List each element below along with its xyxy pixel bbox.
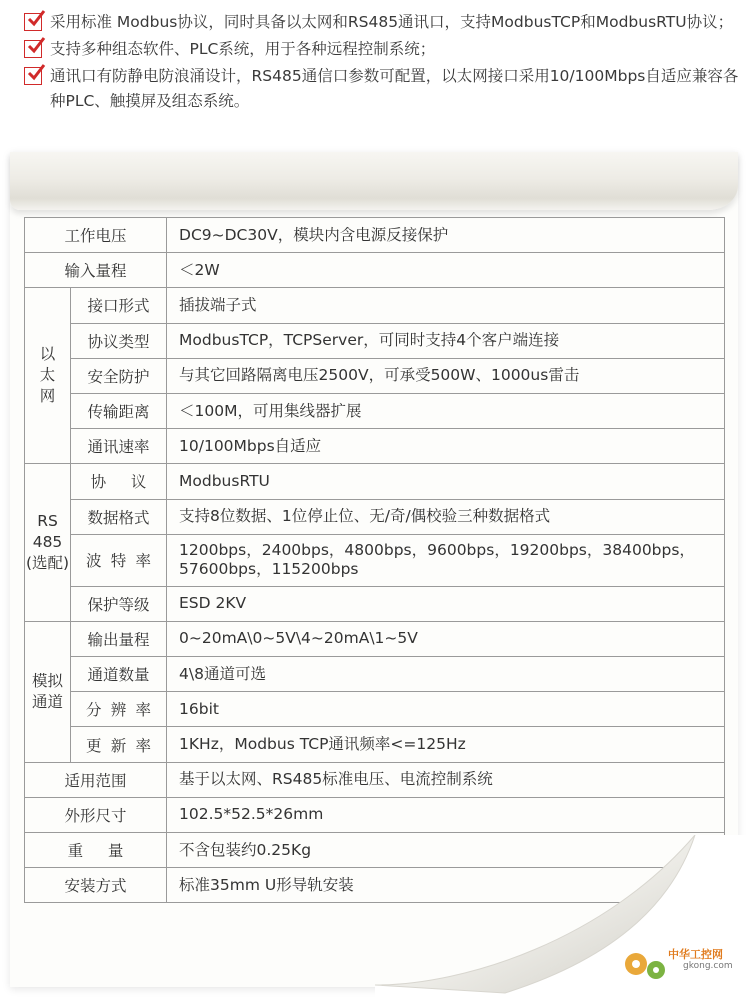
row-label: 工作电压: [25, 218, 167, 253]
feature-text: 支持多种组态软件、PLC系统，用于各种远程控制系统；: [50, 40, 436, 58]
table-row: [25, 323, 725, 358]
row-label-text: 波特率: [85, 552, 161, 571]
row-label: 输入量程: [25, 253, 167, 288]
group-rs485: [25, 464, 71, 622]
watermark-name: 中华工控网: [668, 948, 723, 961]
row-value: 插拔端子式: [167, 288, 725, 323]
row-value: ESD 2KV: [167, 586, 725, 621]
row-value: 10/100Mbps自适应: [167, 429, 725, 464]
row-label: 通道数量: [71, 657, 167, 692]
checkbox-checked-icon: [24, 40, 42, 58]
table-row: [25, 253, 725, 288]
feature-text: 采用标准 Modbus协议，同时具备以太网和RS485通讯口，支持ModbusTCP和ModbusRTU协议；: [50, 13, 734, 31]
table-row: [25, 499, 725, 534]
table-row: [25, 464, 725, 499]
row-value: 基于以太网、RS485标准电压、电流控制系统: [167, 762, 725, 797]
row-label: 输出量程: [71, 621, 167, 656]
table-row: [25, 218, 725, 253]
feature-item: [24, 10, 739, 35]
row-label-text: 分辨率: [85, 701, 161, 720]
table-row: [25, 358, 725, 393]
row-label-text: 协议: [90, 473, 172, 492]
row-label: 数据格式: [71, 499, 167, 534]
row-label: 协议类型: [71, 323, 167, 358]
row-label: [25, 833, 167, 868]
row-value: 不含包装约0.25Kg: [167, 833, 725, 868]
row-value: 1KHz，Modbus TCP通讯频率<=125Hz: [167, 727, 725, 762]
table-row: [25, 657, 725, 692]
row-value: 102.5*52.5*26mm: [167, 797, 725, 832]
row-label: 安全防护: [71, 358, 167, 393]
paper-roll: [10, 152, 738, 210]
checkbox-checked-icon: [24, 13, 42, 31]
row-value: 标准35mm U形导轨安装: [167, 868, 725, 903]
watermark-domain: gkong.com: [683, 961, 733, 971]
group-label: 以 太 网: [39, 345, 56, 406]
table-row: [25, 692, 725, 727]
row-value: ＜2W: [167, 253, 725, 288]
table-row: [25, 288, 725, 323]
row-label: 通讯速率: [71, 429, 167, 464]
row-value: ＜100M，可用集线器扩展: [167, 393, 725, 428]
table-row: [25, 534, 725, 586]
row-label: 接口形式: [71, 288, 167, 323]
table-row: [25, 429, 725, 464]
row-value: 与其它回路隔离电压2500V，可承受500W、1000us雷击: [167, 358, 725, 393]
feature-item: [24, 64, 739, 114]
row-label: [71, 727, 167, 762]
row-value: 1200bps，2400bps，4800bps，9600bps，19200bps，38400bps，57600bps，115200bps: [167, 534, 725, 586]
table-row: [25, 727, 725, 762]
row-label: [71, 534, 167, 586]
row-value: 支持8位数据、1位停止位、无/奇/偶校验三种数据格式: [167, 499, 725, 534]
row-value: 0~20mA\0~5V\4~20mA\1~5V: [167, 621, 725, 656]
group-ethernet: [25, 288, 71, 464]
table-row: [25, 621, 725, 656]
row-value: ModbusRTU: [167, 464, 725, 499]
row-value: 16bit: [167, 692, 725, 727]
row-label-text: 重量: [67, 842, 149, 861]
feature-item: [24, 37, 739, 62]
row-label-text: 更新率: [85, 736, 161, 755]
group-label: 模拟 通道: [31, 671, 63, 711]
checkbox-checked-icon: [24, 67, 42, 85]
row-label: 传输距离: [71, 393, 167, 428]
row-value: ModbusTCP，TCPServer，可同时支持4个客户端连接: [167, 323, 725, 358]
row-label: 适用范围: [25, 762, 167, 797]
row-label: 外形尺寸: [25, 797, 167, 832]
group-label: RS 485 (选配): [25, 512, 70, 573]
table-row: [25, 797, 725, 832]
table-row: [25, 762, 725, 797]
table-row: [25, 393, 725, 428]
row-label: 保护等级: [71, 586, 167, 621]
row-value: 4\8通道可选: [167, 657, 725, 692]
group-analog: [25, 621, 71, 762]
feature-list: [24, 10, 739, 116]
spec-table: [24, 217, 725, 903]
row-value: DC9~DC30V，模块内含电源反接保护: [167, 218, 725, 253]
row-label: [71, 464, 172, 499]
row-label: [71, 692, 167, 727]
table-row: [25, 586, 725, 621]
feature-text: 通讯口有防静电防浪涌设计，RS485通信口参数可配置，以太网接口采用10/100Mbps自适应兼容各种PLC、触摸屏及组态系统。: [50, 67, 739, 110]
row-label: 安装方式: [25, 868, 167, 903]
